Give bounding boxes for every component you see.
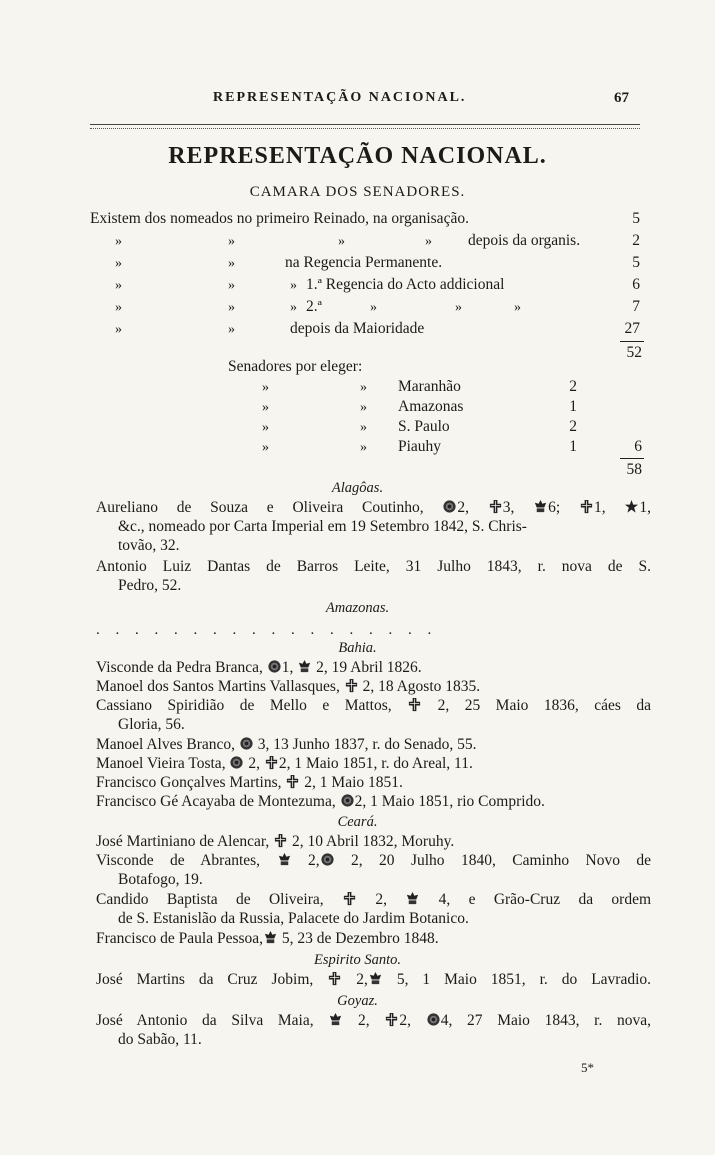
entry-text: Manoel dos Santos Martins Vallasques, xyxy=(96,678,340,695)
ditto-mark: » xyxy=(290,300,297,315)
ditto-mark: » xyxy=(228,278,235,293)
entry-continuation: Pedro, 52. xyxy=(118,577,182,594)
province-count: 1 xyxy=(569,438,577,455)
entry-text: Candido Baptista de Oliveira, xyxy=(96,891,324,908)
cross-icon xyxy=(342,891,357,906)
running-head xyxy=(0,90,715,112)
ditto-mark: » xyxy=(370,300,377,315)
entry-text: Manoel Vieira Tosta, xyxy=(96,755,226,772)
list-item xyxy=(96,1011,651,1049)
entry-text: 2, xyxy=(358,1012,370,1029)
province-name: Amazonas xyxy=(398,398,464,415)
list-item xyxy=(96,832,651,851)
summary-line-4: 1.ª Regencia do Acto addicional xyxy=(306,276,505,293)
summary-line-3: na Regencia Permanente. xyxy=(285,254,443,271)
list-item xyxy=(96,754,651,773)
section-ceara: Ceará. xyxy=(337,814,378,830)
summary-count-6: 27 xyxy=(624,320,640,337)
ditto-mark: » xyxy=(262,400,269,415)
entry-text: Francisco Gé Acayaba de Montezuma, xyxy=(96,793,336,810)
section-bahia: Bahia. xyxy=(338,640,377,656)
province-count: 2 xyxy=(569,378,577,395)
entry-text: Manoel Alves Branco, xyxy=(96,736,236,753)
entry-text: 2, xyxy=(457,499,469,516)
cross-icon xyxy=(273,833,288,848)
list-item xyxy=(96,792,651,811)
ditto-mark: » xyxy=(262,440,269,455)
entry-text: 3, 13 Junho 1837, r. do Senado, 55. xyxy=(257,736,477,753)
entry-text: 2, xyxy=(307,852,320,869)
ditto-mark: » xyxy=(425,234,432,249)
subtotal: 52 xyxy=(626,344,642,361)
ditto-mark: » xyxy=(115,256,122,271)
rose-icon xyxy=(320,852,335,867)
entry-text: 5, 1 Maio 1851, r. do Lavradio. xyxy=(396,971,652,988)
empty-list-dots: . . . . . . . . . . . . . . . . . . xyxy=(96,622,438,638)
entry-text: 2, xyxy=(375,891,387,908)
province-name: S. Paulo xyxy=(398,418,450,435)
ditto-mark: » xyxy=(360,400,367,415)
to-elect-total: 6 xyxy=(634,438,642,455)
entry-text: 2, xyxy=(248,755,260,772)
section-alagoas: Alagôas. xyxy=(331,480,384,496)
crown-icon xyxy=(368,971,383,986)
page-subtitle: CAMARA DOS SENADORES. xyxy=(249,184,466,200)
summary-count-1: 5 xyxy=(632,210,640,227)
list-item xyxy=(96,498,651,555)
summary-count-2: 2 xyxy=(632,232,640,249)
entry-continuation: do Sabão, 11. xyxy=(118,1031,202,1048)
entry-text: 4, 27 Maio 1843, r. nova, xyxy=(440,1012,652,1029)
ditto-mark: » xyxy=(290,278,297,293)
star-icon xyxy=(624,499,639,514)
entry-text: José Martins da Cruz Jobim, xyxy=(96,971,314,988)
crown-icon xyxy=(263,930,278,945)
province-name: Piauhy xyxy=(398,438,442,455)
list-item xyxy=(96,735,651,754)
entry-text: 3, xyxy=(502,499,515,516)
ditto-mark: » xyxy=(455,300,462,315)
entry-text: Francisco Gonçalves Martins, xyxy=(96,774,282,791)
ditto-mark: » xyxy=(262,420,269,435)
entry-text: 1, xyxy=(639,499,652,516)
ditto-mark: » xyxy=(262,380,269,395)
entry-text: 4, e Grão-Cruz da ordem xyxy=(438,891,652,908)
entry-text: Antonio Luiz Dantas de Barros Leite, 31 Julho 1843, r. nova de S. xyxy=(96,558,651,575)
list-item xyxy=(96,658,651,677)
list-item xyxy=(96,677,651,696)
ditto-mark: » xyxy=(115,278,122,293)
rose-icon xyxy=(267,659,282,674)
list-item xyxy=(96,773,651,792)
entry-text: 1, xyxy=(594,499,606,516)
summary-line-1: Existem dos nomeados no primeiro Reinado, na organisação. xyxy=(90,210,469,227)
summary-line-5: 2.ª xyxy=(306,298,322,315)
summary-count-3: 5 xyxy=(632,254,640,271)
entry-text: 2, 20 Julho 1840, Caminho Novo de xyxy=(351,852,652,869)
ditto-mark: » xyxy=(228,256,235,271)
crown-icon xyxy=(405,891,420,906)
cross-icon xyxy=(327,971,342,986)
crown-icon xyxy=(533,499,548,514)
to-elect-label: Senadores por eleger: xyxy=(228,358,363,375)
rose-icon xyxy=(442,499,457,514)
summary-line-2: depois da organis. xyxy=(468,232,581,249)
entry-text: Visconde de Abrantes, xyxy=(96,852,261,869)
entry-text: José Antonio da Silva Maia, xyxy=(96,1012,314,1029)
summary-line-6: depois da Maioridade xyxy=(290,320,425,337)
entry-continuation: de S. Estanislão da Russia, Palacete do Jardim Botanico. xyxy=(118,910,469,927)
province-name: Maranhão xyxy=(398,378,461,395)
list-item xyxy=(96,851,651,889)
rose-icon xyxy=(340,793,355,808)
entry-continuation: tovão, 32. xyxy=(118,537,180,554)
cross-icon xyxy=(579,499,594,514)
entry-continuation: &c., nomeado por Carta Imperial em 19 Setembro 1842, S. Chris- xyxy=(118,518,527,535)
entry-text: 5, 23 de Dezembro 1848. xyxy=(281,930,439,947)
entry-text: 2, 10 Abril 1832, Moruhy. xyxy=(292,833,455,850)
entry-text: 2, 19 Abril 1826. xyxy=(316,659,422,676)
section-goyaz: Goyaz. xyxy=(337,993,378,1009)
cross-icon xyxy=(407,697,422,712)
ditto-mark: » xyxy=(514,300,521,315)
ditto-mark: » xyxy=(115,322,122,337)
entry-text: 2, 1 Maio 1851, rio Comprido. xyxy=(354,793,545,810)
ditto-mark: » xyxy=(115,234,122,249)
crown-icon xyxy=(277,852,292,867)
crown-icon xyxy=(328,1012,343,1027)
entry-text: Aureliano de Souza e Oliveira Coutinho, xyxy=(96,499,424,516)
entry-text: 2, 1 Maio 1851, r. do Areal, 11. xyxy=(278,755,473,772)
ditto-mark: » xyxy=(228,322,235,337)
entry-text: 2, 1 Maio 1851. xyxy=(304,774,403,791)
ditto-mark: » xyxy=(338,234,345,249)
entry-continuation: Gloria, 56. xyxy=(118,716,185,733)
entry-text: 2, 25 Maio 1836, cáes da xyxy=(437,697,652,714)
ditto-mark: » xyxy=(228,234,235,249)
section-espirito-santo: Espirito Santo. xyxy=(313,952,401,968)
entry-text: Visconde da Pedra Branca, xyxy=(96,659,263,676)
entry-text: 6; xyxy=(548,499,561,516)
section-amazonas: Amazonas. xyxy=(325,600,390,616)
total-rule xyxy=(620,341,644,342)
entry-text: 2, 18 Agosto 1835. xyxy=(362,678,481,695)
entry-text: 2, xyxy=(356,971,368,988)
page-title: REPRESENTAÇÃO NACIONAL. xyxy=(168,143,547,169)
list-item xyxy=(96,696,651,734)
ditto-mark: » xyxy=(360,380,367,395)
rose-icon xyxy=(426,1012,441,1027)
province-count: 1 xyxy=(569,398,577,415)
running-head-title: REPRESENTAÇÃO NACIONAL. xyxy=(213,90,467,105)
grand-total: 58 xyxy=(626,461,642,478)
entry-text: 1, xyxy=(281,659,294,676)
ditto-mark: » xyxy=(360,420,367,435)
entry-text: José Martiniano de Alencar, xyxy=(96,833,270,850)
entry-text: Francisco de Paula Pessoa, xyxy=(96,930,264,947)
summary-count-5: 7 xyxy=(632,298,640,315)
header-rule xyxy=(90,124,640,129)
rose-icon xyxy=(229,755,244,770)
entry-continuation: Botafogo, 19. xyxy=(118,871,203,888)
page-number: 67 xyxy=(614,90,629,106)
rose-icon xyxy=(239,736,254,751)
list-item xyxy=(96,970,651,989)
entry-text: Cassiano Spiridião de Mello e Mattos, xyxy=(96,697,392,714)
list-item xyxy=(96,929,651,948)
list-item xyxy=(96,557,651,595)
ditto-mark: » xyxy=(115,300,122,315)
summary-count-4: 6 xyxy=(632,276,640,293)
ditto-mark: » xyxy=(228,300,235,315)
ditto-mark: » xyxy=(360,440,367,455)
cross-icon xyxy=(344,678,359,693)
cross-icon xyxy=(384,1012,399,1027)
entry-text: 2, xyxy=(399,1012,411,1029)
list-item xyxy=(96,890,651,928)
cross-icon xyxy=(285,774,300,789)
cross-icon xyxy=(488,499,503,514)
crown-icon xyxy=(297,659,312,674)
cross-icon xyxy=(264,755,279,770)
signature-mark: 5* xyxy=(581,1060,594,1075)
total-rule xyxy=(620,458,644,459)
province-count: 2 xyxy=(569,418,577,435)
